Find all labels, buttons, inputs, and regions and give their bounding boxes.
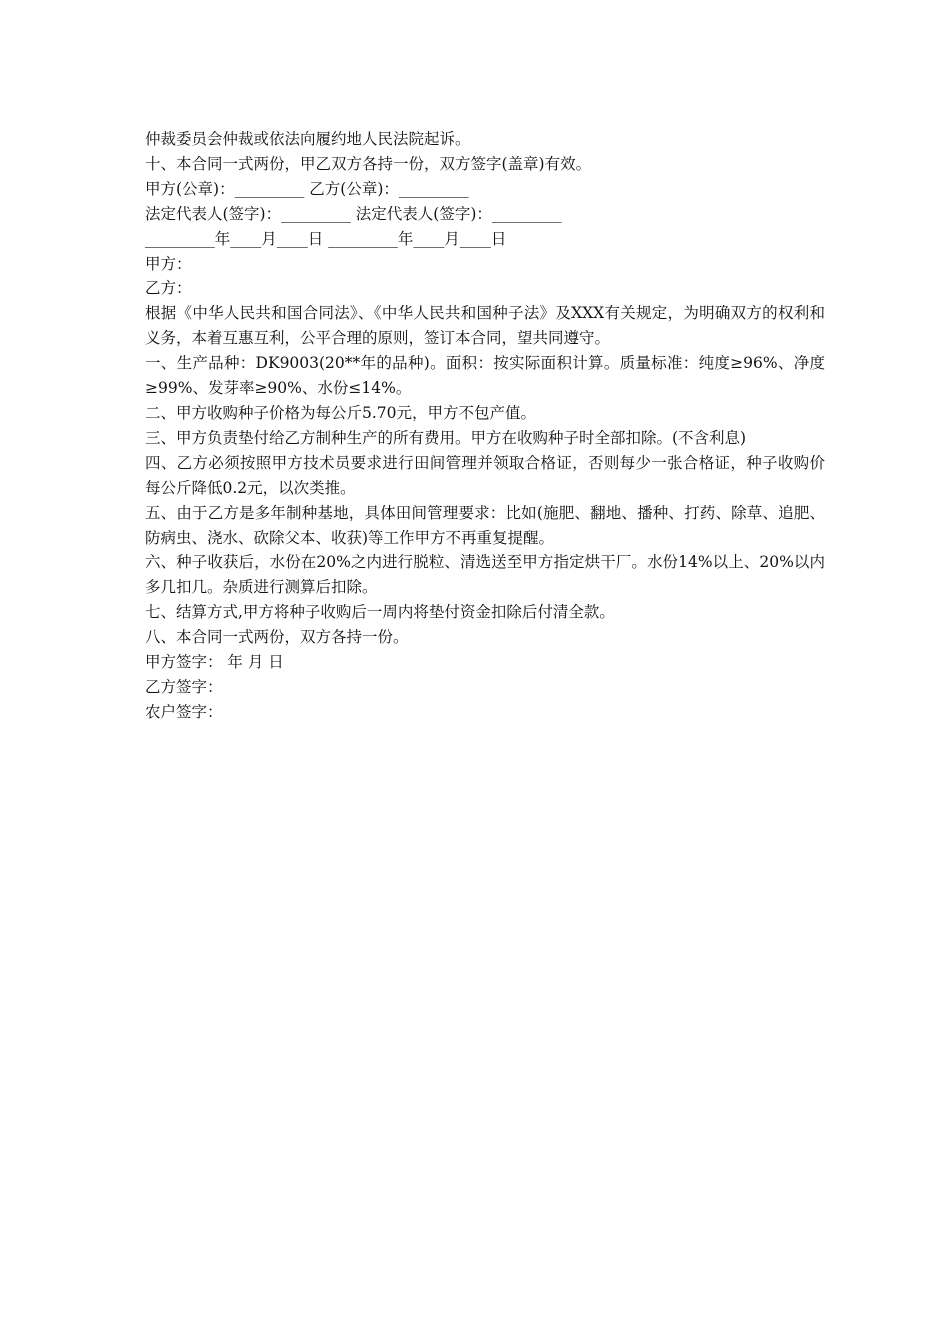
- clause-5: 五、由于乙方是多年制种基地，具体田间管理要求：比如(施肥、翻地、播种、打药、除草、追肥、防病虫、浇水、砍除父本、收获)等工作甲方不再重复提醒。: [145, 503, 825, 547]
- date-line: _________年____月____日 _________年____月____日: [145, 229, 507, 248]
- party-a-signature: 甲方签字： 年 月 日: [145, 653, 284, 672]
- contract-preamble: 根据《中华人民共和国合同法》、《中华人民共和国种子法》及XXX有关规定，为明确双方的权利和义务，本着互惠互利，公平合理的原则，签订本合同，望共同遵守。: [145, 304, 825, 348]
- clause-3: 三、甲方负责垫付给乙方制种生产的所有费用。甲方在收购种子时全部扣除。(不含利息): [145, 428, 747, 447]
- party-a-label: 甲方：: [145, 254, 192, 273]
- farmer-signature: 农户签字：: [145, 702, 223, 721]
- document-body: [145, 127, 825, 725]
- legal-representative-line: 法定代表人(签字)：_________ 法定代表人(签字)：_________: [145, 204, 562, 223]
- clause-10: 十、本合同一式两份，甲乙双方各持一份，双方签字(盖章)有效。: [145, 154, 592, 173]
- arbitration-clause-tail: 仲裁委员会仲裁或依法向履约地人民法院起诉。: [145, 130, 471, 148]
- clause-2: 二、甲方收购种子价格为每公斤5.70元，甲方不包产值。: [145, 403, 537, 422]
- party-seal-line: 甲方(公章)：_________ 乙方(公章)：_________: [145, 179, 469, 198]
- party-b-signature: 乙方签字：: [145, 677, 223, 696]
- clause-7: 七、结算方式,甲方将种子收购后一周内将垫付资金扣除后付清全款。: [145, 603, 615, 622]
- clause-8: 八、本合同一式两份，双方各持一份。: [145, 628, 409, 647]
- party-b-label: 乙方：: [145, 279, 192, 298]
- clause-1: 一、生产品种：DK9003(20**年的品种)。面积：按实际面积计算。质量标准：纯度≥96%、净度≥99%、发芽率≥90%、水份≤14%。: [145, 354, 825, 398]
- clause-4: 四、乙方必须按照甲方技术员要求进行田间管理并领取合格证，否则每少一张合格证，种子收购价每公斤降低0.2元，以次类推。: [145, 453, 825, 497]
- clause-6: 六、种子收获后，水份在20%之内进行脱粒、清选送至甲方指定烘干厂。水份14%以上、20%以内多几扣几。杂质进行测算后扣除。: [145, 553, 825, 597]
